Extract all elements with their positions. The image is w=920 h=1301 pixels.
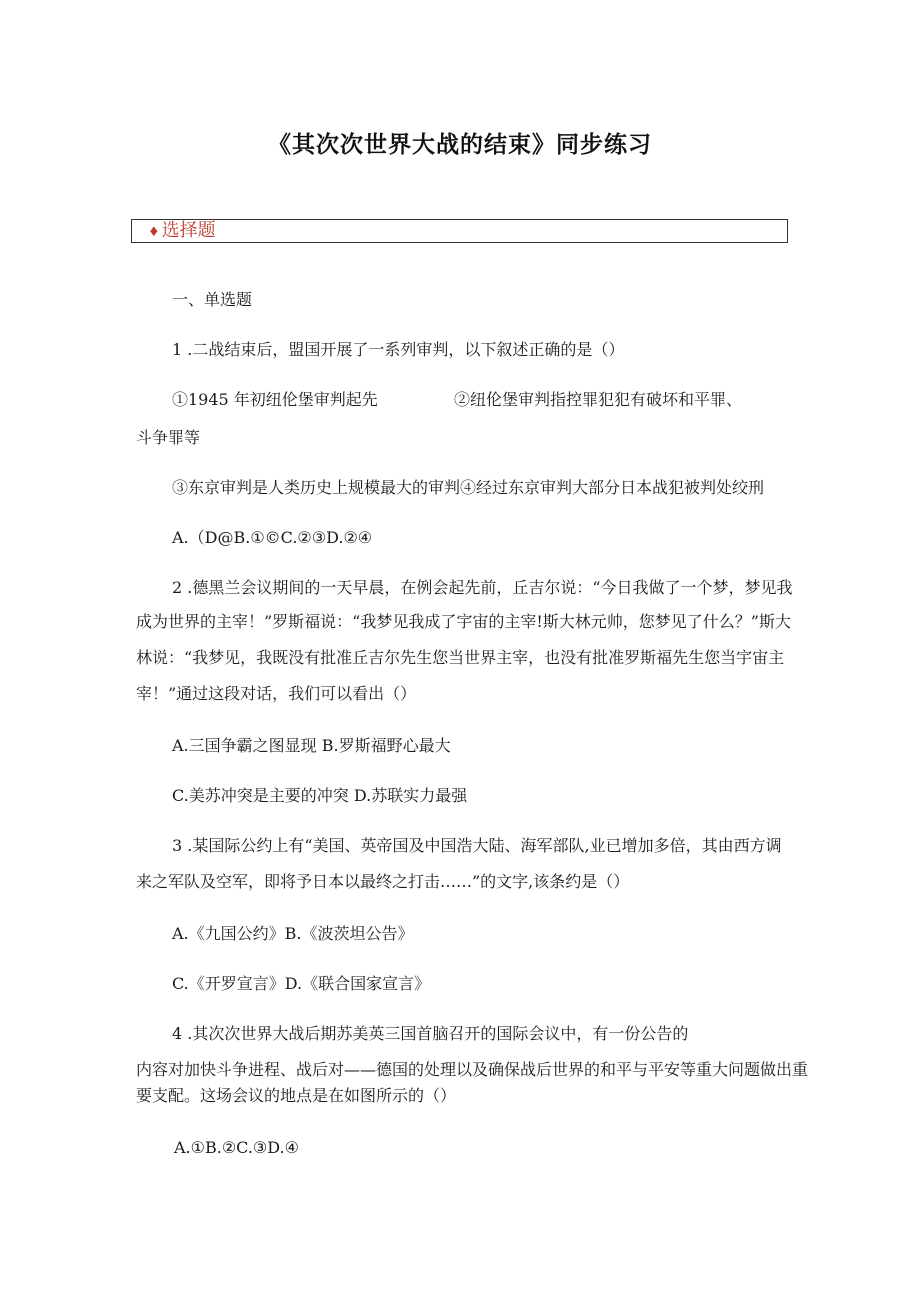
q4-line-2: 内容对加快斗争进程、战后对——德国的处理以及确保战后世界的和平与平安等重大问题做出重 [136, 1060, 809, 1079]
q2-choices-ab: A.三国争霸之图显现 B.罗斯福野心最大 [172, 736, 451, 755]
page-title: 《其次次世界大战的结束》同步练习 [268, 132, 652, 158]
section-title: 选择题 [161, 220, 216, 241]
q2-line-2: 成为世界的主宰！”罗斯福说：“我梦见我成了宇宙的主宰!斯大林元帅，您梦见了什么？”斯大 [136, 612, 791, 631]
q1-option-2-cont: 斗争罪等 [136, 428, 201, 447]
q1-option-2: ②纽伦堡审判指控罪犯犯有破坏和平罪、 [454, 390, 743, 409]
q1-choices: A.（D@B.①©C.②③D.②④ [172, 528, 373, 547]
section-header-box [131, 219, 788, 243]
q1-option-3-4: ③东京审判是人类历史上规模最大的审判④经过东京审判大部分日本战犯被判处绞刑 [172, 478, 765, 497]
q2-line-3: 林说：“我梦见，我既没有批准丘吉尔先生您当世界主宰，也没有批准罗斯福先生您当宇宙主 [136, 648, 785, 667]
q4-line-1: 4 .其次次世界大战后期苏美英三国首脑召开的国际会议中，有一份公告的 [172, 1024, 689, 1043]
q3-choices-cd: C.《开罗宣言》D.《联合国家宣言》 [172, 974, 431, 993]
q4-line-3: 要支配。这场会议的地点是在如图所示的（） [136, 1086, 457, 1105]
subheading: 一、单选题 [172, 290, 253, 309]
q3-line-1: 3 .某国际公约上有“美国、英帝国及中国浩大陆、海军部队,业已增加多倍，其由西方调 [172, 836, 782, 855]
q2-choices-cd: C.美苏冲突是主要的冲突 D.苏联实力最强 [172, 786, 468, 805]
q3-line-2: 来之军队及空军，即将予日本以最终之打击……”的文字,该条约是（） [136, 872, 630, 891]
diamond-icon: ♦ [148, 225, 160, 240]
q3-choices-ab: A.《九国公约》B.《波茨坦公告》 [172, 924, 414, 943]
q4-choices: A.①B.②C.③D.④ [174, 1138, 299, 1157]
q1-stem: 1 .二战结束后，盟国开展了一系列审判，以下叙述正确的是（） [172, 340, 625, 359]
section-label [148, 220, 216, 244]
q2-line-4: 宰！”通过这段对话，我们可以看出（） [136, 684, 417, 703]
q1-option-1: ①1945 年初纽伦堡审判起先 [172, 390, 378, 409]
q2-line-1: 2 .德黑兰会议期间的一天早晨，在例会起先前，丘吉尔说：“今日我做了一个梦，梦见我 [172, 578, 793, 597]
